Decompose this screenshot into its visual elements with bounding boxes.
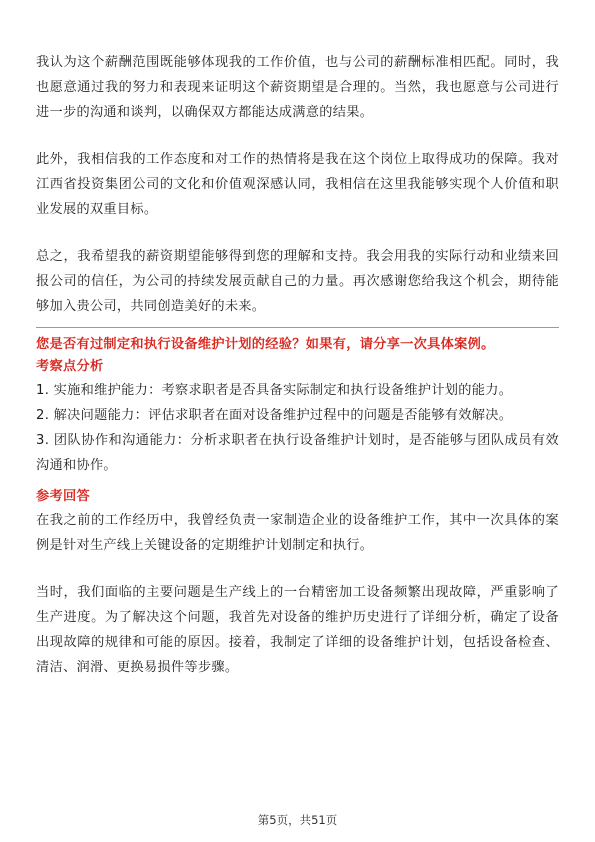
- analysis-item: 2. 解决问题能力：评估求职者在面对设备维护过程中的问题是否能够有效解决。: [36, 408, 513, 423]
- page-content: [36, 50, 559, 680]
- analysis-item: 1. 实施和维护能力：考察求职者是否具备实际制定和执行设备维护计划的能力。: [36, 383, 513, 398]
- section-divider: [36, 327, 559, 328]
- interview-question: 您是否有过制定和执行设备维护计划的经验？如果有，请分享一次具体案例。: [36, 337, 495, 352]
- body-paragraph: 此外，我相信我的工作态度和对工作的热情将是我在这个岗位上取得成功的保障。我对江西省投资集团公司的文化和价值观深感认同，我相信在这里我能够实现个人价值和职业发展的双重目标。: [36, 152, 559, 217]
- answer-heading: 参考回答: [36, 489, 90, 504]
- body-paragraph: 总之，我希望我的薪资期望能够得到您的理解和支持。我会用我的实际行动和业绩来回报公司的信任，为公司的持续发展贡献自己的力量。再次感谢您给我这个机会，期待能够加入贵公司，共同创造美好的未来。: [36, 249, 559, 314]
- analysis-heading: 考察点分析: [36, 359, 104, 374]
- analysis-list: [36, 378, 559, 478]
- answer-paragraph: 当时，我们面临的主要问题是生产线上的一台精密加工设备频繁出现故障，严重影响了生产进度。为了解决这个问题，我首先对设备的维护历史进行了详细分析，确定了设备出现故障的规律和可能的原因。接着，我制定了详细的设备维护计划，包括设备检查、清洁、润滑、更换易损件等步骤。: [36, 585, 559, 675]
- page-number: 第5页，共51页: [257, 813, 338, 827]
- analysis-item: 3. 团队协作和沟通能力：分析求职者在执行设备维护计划时，是否能够与团队成员有效沟通和协作。: [36, 433, 559, 473]
- body-paragraph: 我认为这个薪酬范围既能够体现我的工作价值，也与公司的薪酬标准相匹配。同时，我也愿意通过我的努力和表现来证明这个薪资期望是合理的。当然，我也愿意与公司进行进一步的沟通和谈判，以确保双方都能达成满意的结果。: [36, 55, 559, 120]
- answer-paragraph: 在我之前的工作经历中，我曾经负责一家制造企业的设备维护工作，其中一次具体的案例是针对生产线上关键设备的定期维护计划制定和执行。: [36, 513, 559, 553]
